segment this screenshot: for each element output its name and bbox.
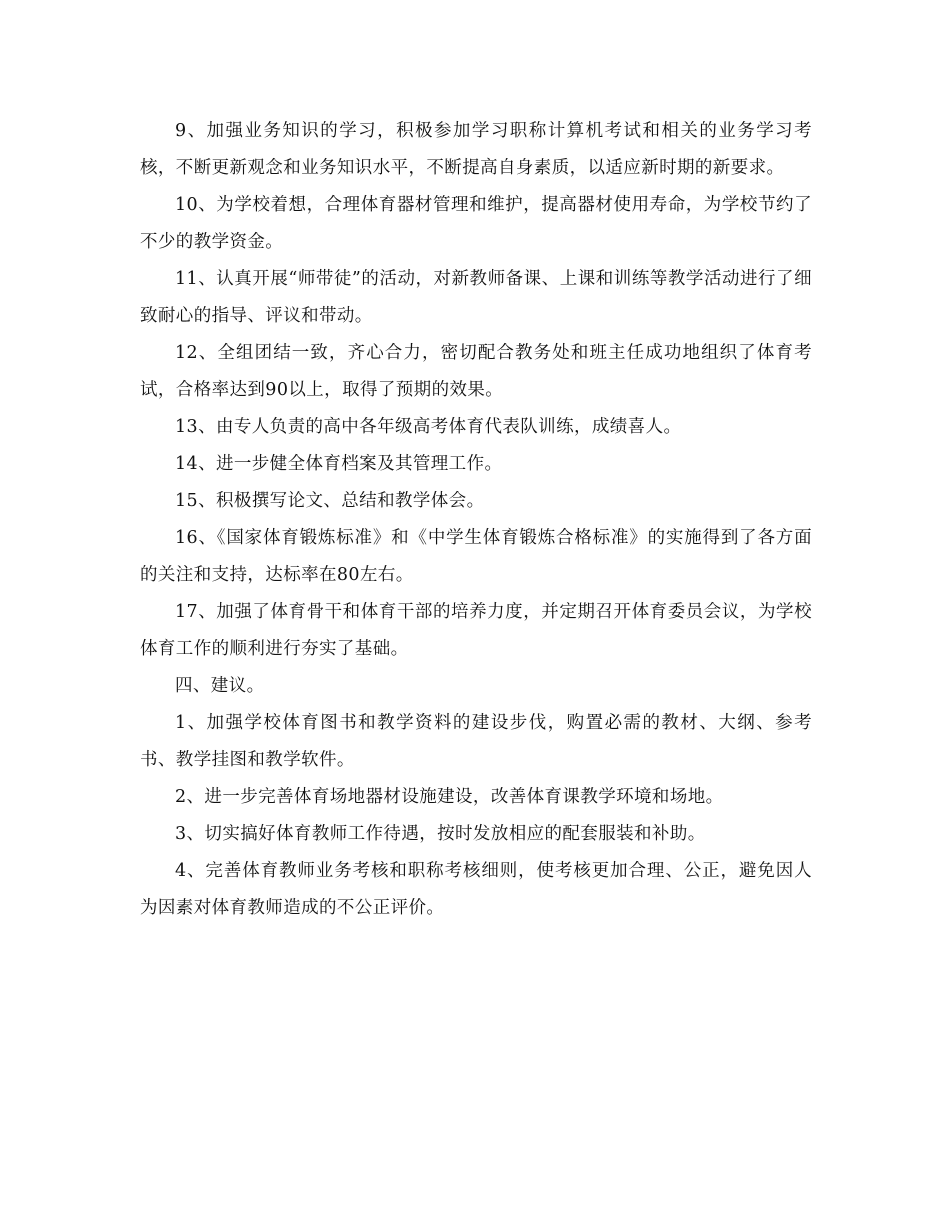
suggestion-item-2: 2、进一步完善体育场地器材设施建设，改善体育课教学环境和场地。: [175, 787, 724, 807]
paragraph-item-16: 16、《国家体育锻炼标准》和《中学生体育锻炼合格标准》的实施得到了各方面的关注和支持，达标率在80左右。: [140, 528, 812, 585]
paragraph-item-12: 12、全组团结一致，齐心合力，密切配合教务处和班主任成功地组织了体育考试，合格率达到90以上，取得了预期的效果。: [140, 343, 812, 400]
suggestion-item-3: 3、切实搞好体育教师工作待遇，按时发放相应的配套服装和补助。: [175, 824, 706, 844]
paragraph-item-13: 13、由专人负责的高中各年级高考体育代表队训练，成绩喜人。: [175, 417, 682, 437]
paragraph-item-15: 15、积极撰写论文、总结和教学体会。: [175, 491, 485, 511]
paragraph-item-11: 11、认真开展“师带徒”的活动，对新教师备课、上课和训练等教学活动进行了细致耐心的指导、评议和带动。: [140, 269, 812, 326]
paragraph-item-10: 10、为学校着想，合理体育器材管理和维护，提高器材使用寿命，为学校节约了不少的教学资金。: [140, 195, 812, 252]
document-body: [140, 113, 812, 927]
suggestion-item-1: 1、加强学校体育图书和教学资料的建设步伐，购置必需的教材、大纲、参考书、教学挂图和教学软件。: [140, 713, 812, 770]
paragraph-item-9: 9、加强业务知识的学习，积极参加学习职称计算机考试和相关的业务学习考核，不断更新观念和业务知识水平，不断提高自身素质，以适应新时期的新要求。: [140, 121, 812, 178]
paragraph-item-17: 17、加强了体育骨干和体育干部的培养力度，并定期召开体育委员会议，为学校体育工作的顺利进行夯实了基础。: [140, 602, 812, 659]
suggestion-item-4: 4、完善体育教师业务考核和职称考核细则，使考核更加合理、公正，避免因人为因素对体育教师造成的不公正评价。: [140, 861, 812, 918]
paragraph-item-14: 14、进一步健全体育档案及其管理工作。: [175, 454, 503, 474]
section-heading-suggestions: 四、建议。: [175, 676, 265, 696]
